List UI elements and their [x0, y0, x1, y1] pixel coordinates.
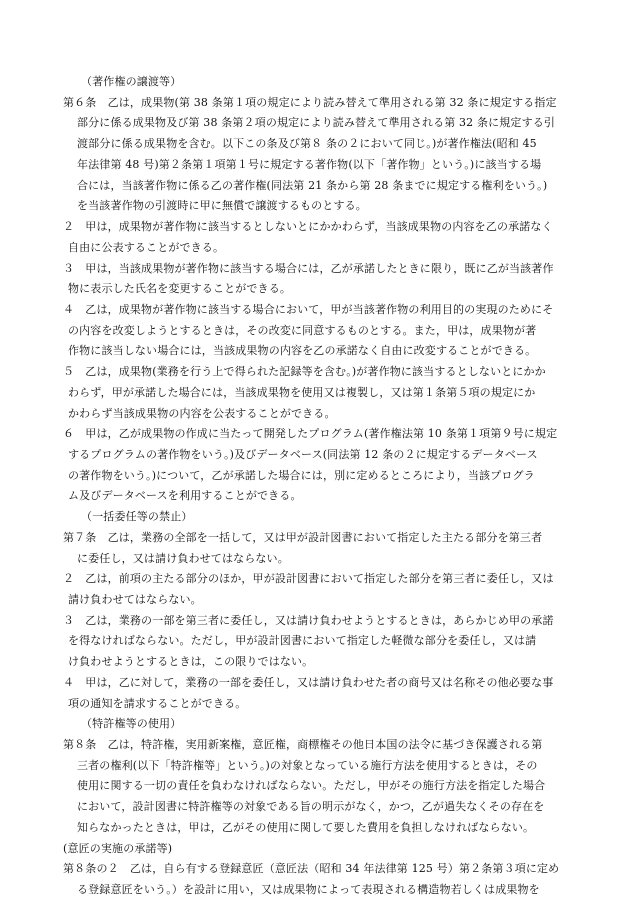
heading-subcontract-prohibition: （一括委任等の禁止）: [81, 510, 193, 524]
article-6-line-6: を当該著作物の引渡時に甲に無償で譲渡するものとする。: [77, 199, 367, 213]
article-8-line-2: 三者の権利(以下「特許権等」という。)の対象となっている施行方法を使用するときは，その: [77, 758, 538, 772]
article-8-line-4: において，設計図書に特許権等の対象である旨の明示がなく，かつ，乙が過失なくその存在を: [77, 800, 545, 814]
article-7-para-3-line-3: け負わせようとするときは，この限りではない。: [68, 655, 314, 669]
article-7-para-3-line-2: を得なければならない。ただし，甲が設計図書において指定した軽微な部分を委任し，又は請: [68, 634, 537, 648]
article-6-line-1: 第６条 乙は，成果物(第 38 条第１項の規定により読み替えて準用される第 32 条に規定する指定: [63, 95, 557, 109]
article-6-line-4: 年法律第 48 号)第２条第１項第１号に規定する著作物(以下「著作物」という。)に該当する場: [77, 157, 542, 171]
article-7-para-4-line-2: 項の通知を請求することができる。: [68, 696, 247, 710]
article-6-para-2-line-2: 自由に公表することができる。: [68, 240, 225, 254]
article-6-para-6-line-2: するプログラムの著作物をいう。)及びデータベース(同法第 12 条の２に規定するデータベース: [68, 447, 538, 461]
article-6-para-3-line-1: ３ 甲は，当該成果物が著作物に該当する場合には，乙が承諾したときに限り，既に乙が当該著作: [63, 261, 554, 275]
heading-design-license: (意匠の実施の承諾等): [63, 841, 173, 855]
article-6-para-6-line-1: ６ 甲は，乙が成果物の作成に当たって開発したプログラム(著作権法第 10 条第１項第９号に規定: [63, 427, 558, 441]
article-8-line-1: 第８条 乙は，特許権，実用新案権，意匠権，商標権その他日本国の法令に基づき保護される第: [63, 738, 543, 751]
heading-patent-use: （特許権等の使用）: [81, 717, 182, 731]
article-6-para-2-line-1: ２ 甲は，成果物が著作物に該当するとしないとにかかわらず，当該成果物の内容を乙の承諾なく: [63, 220, 553, 233]
article-6-para-4-line-2: の内容を改変しようとするときは，その改変に同意するものとする。また，甲は，成果物が著: [68, 323, 537, 337]
article-6-para-5-line-3: かわらず当該成果物の内容を公表することができる。: [68, 406, 336, 420]
article-6-para-5-line-2: わらず，甲が承諾した場合には，当該成果物を使用又は複製し，又は第１条第５項の規定にか: [68, 385, 536, 399]
article-6-para-6-line-3: の著作物をいう。)について，乙が承諾した場合には，別に定めるところにより，当該プログラ: [68, 468, 535, 482]
article-7-para-3-line-1: ３ 乙は，業務の一部を第三者に委任し，又は請け負わせようとするときは，あらかじめ甲の承諾: [63, 613, 554, 627]
article-6-para-5-line-1: ５ 乙は，成果物(業務を行う上で得られた記録等を含む。)が著作物に該当するとしないとにかか: [63, 365, 546, 379]
article-6-line-3: 渡部分に係る成果物を含む。以下この条及び第８ 条の２において同じ。)が著作権法(昭和 45: [77, 137, 537, 151]
article-7-para-4-line-1: ４ 甲は，乙に対して，業務の一部を委任し，又は請け負わせた者の商号又は名称その他必要な事: [63, 675, 554, 689]
article-6-line-2: 部分に係る成果物及び第 38 条第２項の規定により読み替えて準用される第 32 条に規定する引: [77, 116, 556, 130]
article-6-para-4-line-3: 作物に該当しない場合には，当該成果物の内容を乙の承諾なく自由に改変することができる。: [68, 344, 537, 358]
article-8-line-5: 知らなかったときは，甲は，乙がその使用に関して要した費用を負担しなければならない。: [77, 820, 535, 834]
article-6-para-6-line-4: ム及びデータベースを利用することができる。: [68, 489, 302, 503]
article-7-para-2-line-2: 請け負わせてはならない。: [68, 592, 202, 606]
article-8-2-line-2: る登録意匠をいう。）を設計に用い，又は成果物によって表現される構造物若しくは成果物を: [77, 883, 540, 896]
article-6-para-3-line-2: 物に表示した氏名を変更することができる。: [68, 282, 291, 296]
article-7-line-1: 第７条 乙は，業務の全部を一括して，又は甲が設計図書において指定した主たる部分を第三者: [63, 530, 543, 544]
article-7-para-2-line-1: ２ 乙は，前項の主たる部分のほか，甲が設計図書において指定した部分を第三者に委任し，又は: [63, 572, 554, 586]
article-7-line-2: に委任し，又は請け負わせてはならない。: [77, 551, 289, 565]
heading-copyright-transfer: （著作権の譲渡等）: [81, 75, 182, 88]
article-8-line-3: 使用に関する一切の責任を負わなければならない。ただし，甲がその施行方法を指定した場合: [77, 779, 546, 793]
article-6-para-4-line-1: ４ 乙は，成果物が著作物に該当する場合において，甲が当該著作物の利用目的の実現のためにそ: [63, 302, 554, 316]
article-8-2-line-1: 第８条の２ 乙は，自ら有する登録意匠（意匠法（昭和 34 年法律第 125 号）第２条第３項に定め: [63, 862, 560, 876]
article-6-line-5: 合には，当該著作物に係る乙の著作権(同法第 21 条から第 28 条までに規定する権利をいう。): [77, 178, 548, 192]
